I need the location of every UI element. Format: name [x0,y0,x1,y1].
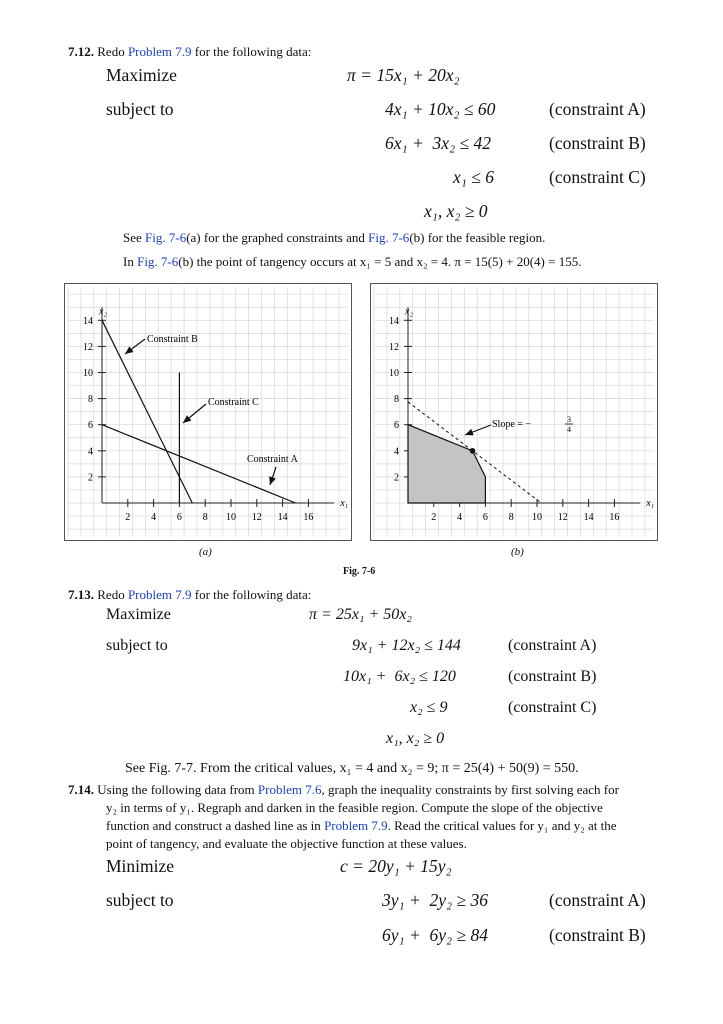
text: Redo [97,587,128,602]
constraint-expr: 6x₁ + 3x₂ ≤ 42 [385,133,491,153]
text: . Read the critical values for y₁ and y₂ at the [387,818,617,833]
slope-denominator: 4 [567,425,571,434]
feasible-region [408,425,485,503]
x-tick-label: 10 [532,512,542,523]
y-tick-label: 6 [88,420,93,432]
x-tick-label: 8 [202,512,208,523]
constraint-expr: x₂ ≤ 9 [410,699,448,716]
x-tick-label: 10 [226,512,236,523]
subject-to-label: subject to [106,637,168,654]
fig-7-6-link[interactable]: Fig. 7-6 [368,230,410,245]
text: for the following data: [191,587,312,602]
constraint-label: (constraint B) [549,925,646,945]
slope-label: Slope = − [492,419,532,430]
y-tick-label: 8 [88,394,93,406]
constraint-label: (constraint C) [549,167,646,187]
x-tick-label: 4 [457,512,463,523]
text: See [123,230,146,245]
y-tick-label: 6 [394,420,399,432]
objective-function: π = 25x₁ + 50x₂ [309,606,412,623]
y-tick-label: 4 [88,446,93,458]
see-figure-line [123,230,545,246]
maximize-label: Maximize [106,606,171,623]
x-tick-label: 14 [583,512,594,523]
see-figure-7-7: See Fig. 7-7. From the critical values, x₁ = 4 and x₂ = 9; π = 25(4) + 50(9) = 550. [125,761,579,776]
problem-number: 7.12. [68,44,94,59]
problem-7-14-line2: y₂ in terms of y₁. Regraph and darken in the feasible region. Compute the slope of the objective [106,800,603,815]
constraint-expr: 3y₁ + 2y₂ ≥ 36 [382,890,488,910]
tangency-line [123,254,581,270]
y-axis-label: x₂ [99,306,107,318]
problem-7-9-link[interactable]: Problem 7.9 [127,44,192,59]
subject-to-label: subject to [106,890,174,910]
x-tick-label: 12 [251,512,262,523]
slope-arrow-head [465,429,474,436]
y-tick-label: 14 [83,315,93,327]
y-tick-label: 12 [83,341,93,353]
constraint-a-arrow-head [269,476,276,485]
x-tick-label: 16 [303,512,314,523]
x-tick-label: 14 [277,512,288,523]
intro-text: Redo [97,44,128,59]
figure-caption: Fig. 7-6 [343,566,376,577]
slope-numerator: 3 [567,415,571,424]
problem-7-12-intro [68,44,311,60]
text: In [123,254,138,269]
maximize-label: Maximize [106,65,177,85]
problem-7-14-line4: point of tangency, and evaluate the objective function at these values. [106,836,467,851]
y-tick-label: 12 [389,341,399,353]
y-tick-label: 10 [83,368,93,379]
text: (a) for the graphed constraints and [186,230,369,245]
figure-panel-a [64,283,352,541]
text: , graph the inequality constraints by first solving each for [321,782,619,797]
panel-b-label: (b) [511,546,524,558]
tangency-point [470,448,476,454]
y-tick-label: 10 [389,368,399,379]
intro-text: for the following data: [191,44,312,59]
constraint-a-label: Constraint A [247,454,298,465]
problem-7-13-intro [68,587,311,603]
x-tick-label: 6 [482,512,488,523]
constraint-expr: 9x₁ + 12x₂ ≤ 144 [352,637,461,654]
problem-7-9-link[interactable]: Problem 7.9 [324,818,388,833]
y-tick-label: 2 [88,472,93,484]
constraint-label: (constraint B) [549,133,646,153]
x-tick-label: 6 [176,512,182,523]
problem-number: 7.14. [68,782,94,797]
subject-to-label: subject to [106,99,174,119]
chart-a-svg [65,284,351,540]
text: (b) for the feasible region. [409,230,546,245]
text: function and construct a dashed line as in [106,818,325,833]
x-tick-label: 12 [557,512,568,523]
nonnegativity: x₁, x₂ ≥ 0 [386,730,445,747]
y-tick-label: 4 [394,446,399,458]
constraint-c-label: Constraint C [208,397,259,408]
x-tick-label: 2 [431,512,437,523]
constraint-label: (constraint C) [508,699,597,716]
y-tick-label: 8 [394,394,399,406]
fig-7-6-link[interactable]: Fig. 7-6 [137,254,179,269]
problem-7-6-link[interactable]: Problem 7.6 [257,782,322,797]
x-tick-label: 2 [125,512,131,523]
nonnegativity: x₁, x₂ ≥ 0 [424,201,488,221]
fig-7-6-link[interactable]: Fig. 7-6 [145,230,187,245]
constraint-expr: x₁ ≤ 6 [453,167,494,187]
objective-function: π = 15x₁ + 20x₂ [347,65,460,85]
y-tick-label: 14 [389,315,399,327]
problem-number: 7.13. [68,587,94,602]
x-tick-label: 8 [508,512,514,523]
figure-panel-b [370,283,658,541]
problem-7-9-link[interactable]: Problem 7.9 [127,587,192,602]
constraint-expr: 4x₁ + 10x₂ ≤ 60 [385,99,496,119]
objective-function: c = 20y₁ + 15y₂ [340,856,452,876]
x-tick-label: 16 [609,512,620,523]
constraint-b-label: Constraint B [147,334,198,345]
constraint-expr: 6y₁ + 6y₂ ≥ 84 [382,925,488,945]
x-axis-label: x₁ [340,498,349,509]
problem-7-14-line1 [68,782,619,798]
constraint-label: (constraint A) [549,99,646,119]
minimize-label: Minimize [106,856,175,876]
constraint-label: (constraint A) [508,637,597,654]
x-tick-label: 4 [151,512,157,523]
constraint-label: (constraint A) [549,890,646,910]
constraint-expr: 10x₁ + 6x₂ ≤ 120 [343,668,456,685]
panel-a-label: (a) [199,546,212,558]
x-axis-label: x₁ [646,498,655,509]
text: (b) the point of tangency occurs at x₁ = 5 and x₂ = 4. π = 15(5) + 20(4) = 155. [178,254,582,269]
y-tick-label: 2 [394,472,399,484]
constraint-label: (constraint B) [508,668,597,685]
chart-b-svg [371,284,657,540]
problem-7-14-line3 [106,818,617,834]
text: Using the following data from [97,782,258,797]
y-axis-label: x₂ [405,306,413,318]
